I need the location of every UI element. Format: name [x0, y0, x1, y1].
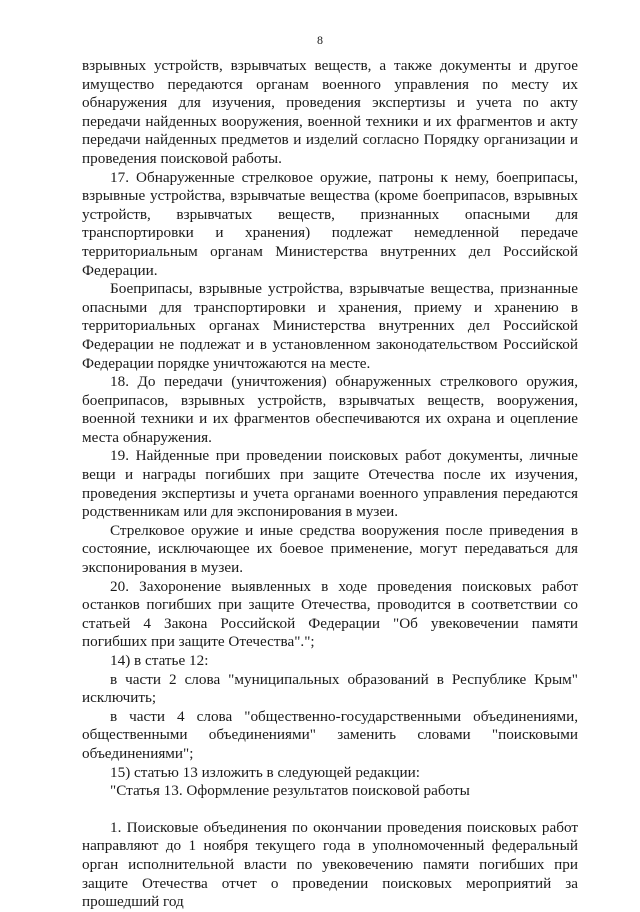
paragraph-part-2: в части 2 слова "муниципальных образований в Республике Крым" исключить;	[82, 670, 578, 707]
paragraph-continuation: взрывных устройств, взрывчатых веществ, а также документы и другое имущество передаются органам военного управления по месту их обнаружения для изучения, проведения экспертизы и учета по акту передачи найденных вооружения, военной техники и их фрагментов и акту передачи найденных предметов и изделий согласно Порядку организации и проведения поисковой работы.	[82, 57, 578, 167]
paragraph-small-arms: Стрелковое оружие и иные средства вооружения после приведения в состояние, исключающее их боевое применение, могут передаваться для экспонирования в музеи.	[82, 521, 578, 577]
paragraph-19: 19. Найденные при проведении поисковых работ документы, личные вещи и награды погибших при защите Отечества после их изучения, проведения экспертизы и учета органами военного управления передаются родственникам или для экспонирования в музеи.	[82, 447, 578, 521]
paragraph-20: 20. Захоронение выявленных в ходе проведения поисковых работ останков погибших при защите Отечества, проводится в соответствии со статьей 4 Закона Российской Федерации "Об увековечении памяти погибших при защите Отечества".";	[82, 577, 578, 651]
article-13-paragraph-1: 1. Поисковые объединения по окончании проведения поисковых работ направляют до 1 ноября текущего года в уполномоченный федеральный орган исполнительной власти по увековечению памяти погибших при защите Отечества отчет о проведении поисковых мероприятий за прошедший год	[82, 818, 578, 911]
paragraph-item-14: 14) в статье 12:	[110, 652, 209, 669]
article-13-heading: "Статья 13. Оформление результатов поисковой работы	[110, 782, 470, 800]
paragraph-item-15: 15) статью 13 изложить в следующей редакции:	[110, 763, 420, 781]
paragraph-18: 18. До передачи (уничтожения) обнаруженных стрелкового оружия, боеприпасов, взрывных устройств, взрывчатых веществ, вооружения, военной техники и их фрагментов обеспечиваются их охрана и оцепление места обнаружения.	[82, 373, 578, 446]
paragraph-part-4: в части 4 слова "общественно-государственными объединениями, общественными объединениями" заменить словами "поисковыми объединениями";	[82, 707, 578, 762]
document-body	[82, 57, 578, 912]
paragraph-munitions: Боеприпасы, взрывные устройства, взрывчатые вещества, признанные опасными для транспортировки и хранения, приему и хранению в территориальных органах Министерства внутренних дел Российской Федерации не подлежат и в установленном законодательством Российской Федерации порядке уничтожаются на месте.	[82, 280, 578, 372]
paragraph-17: 17. Обнаруженные стрелковое оружие, патроны к нему, боеприпасы, взрывные устройства, взрывчатые вещества (кроме боеприпасов, взрывных устройств, взрывчатых веществ, признанных опасными для транспортировки и хранения) подлежат немедленной передаче территориальным органам Министерства внутренних дел Российской Федерации.	[82, 168, 578, 279]
page-number: 8	[317, 33, 323, 47]
